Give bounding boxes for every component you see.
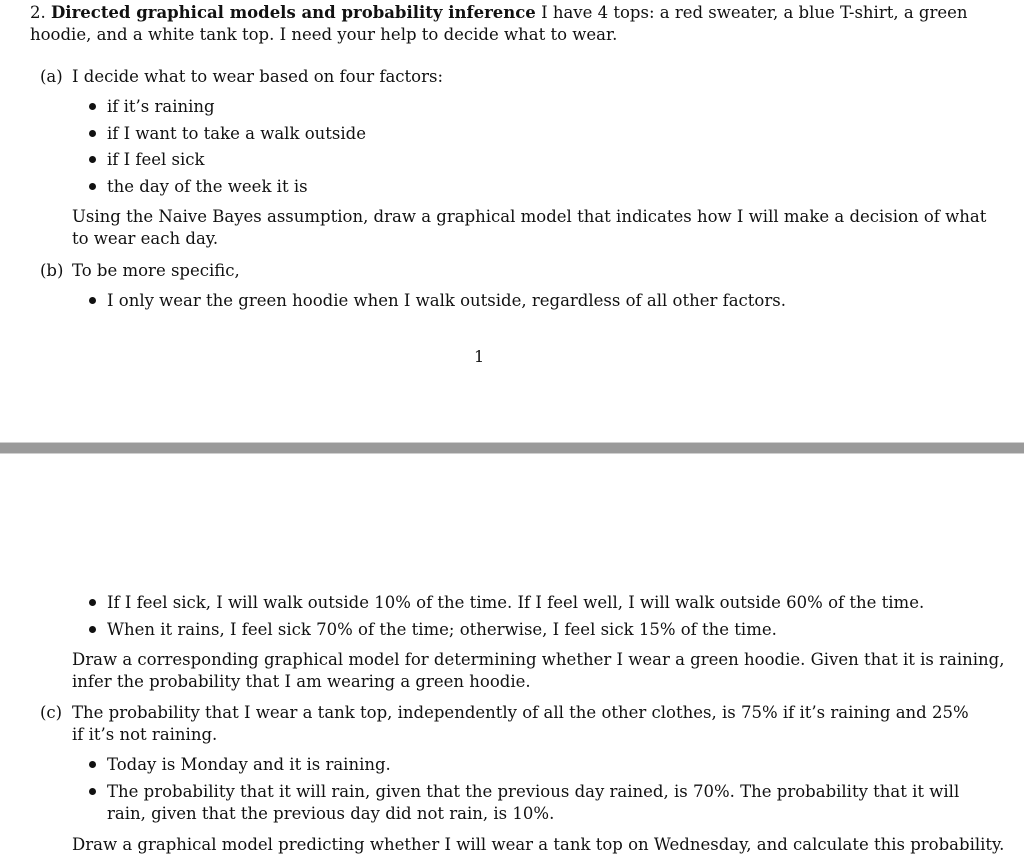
bullet-dot — [89, 761, 96, 768]
part-a-text-line2: to wear each day. — [72, 229, 219, 248]
part-b-text-line2: infer the probability that I am wearing a green hoodie. — [72, 672, 531, 691]
part-b-bullet-1: I only wear the green hoodie when I walk outside, regardless of all other factors. — [107, 291, 786, 310]
part-b-bullet-3: When it rains, I feel sick 70% of the time; otherwise, I feel sick 15% of the time. — [107, 620, 777, 639]
part-a-bullet-1: if it’s raining — [107, 97, 215, 116]
part-b-text-line1: Draw a corresponding graphical model for determining whether I wear a green hoodie. Given that it is raining, — [72, 650, 1005, 669]
part-c-bullet-2-line1: The probability that it will rain, given that the previous day rained, is 70%. The probability that it will — [107, 782, 960, 801]
bullet-dot — [89, 626, 96, 633]
bullet-dot — [89, 183, 96, 190]
part-b-lead: To be more specific, — [72, 261, 240, 280]
part-c-bullet-1: Today is Monday and it is raining. — [107, 755, 391, 774]
part-c-lead-line2: if it’s not raining. — [72, 725, 218, 744]
part-b-label: (b) — [40, 261, 64, 280]
bullet-dot — [89, 156, 96, 163]
page-divider — [0, 442, 1024, 454]
problem-intro-line2: hoodie, and a white tank top. I need your help to decide what to wear. — [30, 25, 618, 44]
part-b-bullet-2: If I feel sick, I will walk outside 10% of the time. If I feel well, I will walk outside 60% of the time. — [107, 593, 925, 612]
bullet-dot — [89, 297, 96, 304]
problem-intro-line1: I have 4 tops: a red sweater, a blue T-shirt, a green — [541, 3, 968, 22]
part-a-bullet-2: if I want to take a walk outside — [107, 124, 366, 143]
page-2 — [0, 454, 1024, 861]
part-a-bullet-3: if I feel sick — [107, 150, 205, 169]
page-number: 1 — [474, 347, 485, 366]
part-a-label: (a) — [40, 67, 63, 86]
bullet-dot — [89, 599, 96, 606]
part-c-text-line1: Draw a graphical model predicting whether I will wear a tank top on Wednesday, and calculate this probability. — [72, 835, 1005, 854]
part-c-label: (c) — [40, 703, 63, 722]
part-a-lead: I decide what to wear based on four factors: — [72, 67, 444, 86]
bullet-dot — [89, 788, 96, 795]
part-a-text-line1: Using the Naive Bayes assumption, draw a graphical model that indicates how I will make a decision of what — [72, 207, 987, 226]
part-a-bullet-4: the day of the week it is — [107, 177, 308, 196]
problem-number: 2. — [30, 3, 46, 22]
problem-title: Directed graphical models and probability inference — [51, 3, 536, 22]
part-c-lead-line1: The probability that I wear a tank top, independently of all the other clothes, is 75% if it’s raining and 25% — [72, 703, 969, 722]
part-c-bullet-2-line2: rain, given that the previous day did not rain, is 10%. — [107, 804, 555, 823]
problem-heading-line — [30, 2, 968, 24]
bullet-dot — [89, 130, 96, 137]
bullet-dot — [89, 103, 96, 110]
